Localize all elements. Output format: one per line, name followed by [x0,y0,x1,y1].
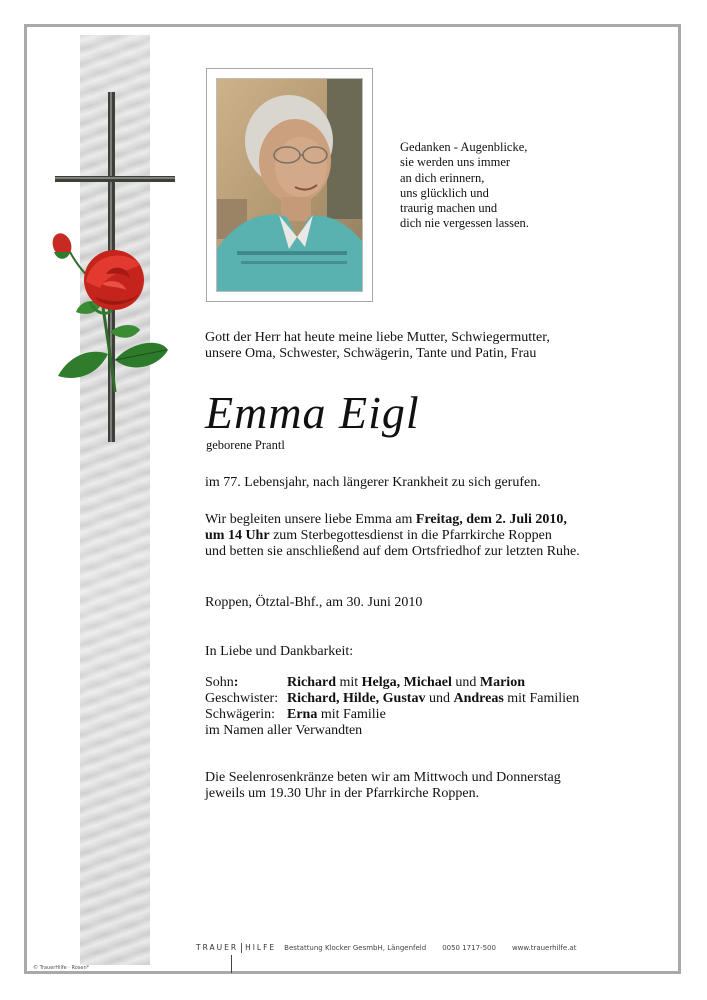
trauerhilfe-logo: TRAUER HILFE [196,943,277,952]
funeral-line-2 [205,528,580,544]
family-names: Erna mit Familie [287,707,386,722]
family-row-siblings [205,691,579,707]
cross-with-rose-icon [40,92,190,452]
portrait-photo [216,78,363,292]
rosary-text [205,770,561,802]
family-names: Richard, Hilde, Gustav und Andreas mit Familien [287,691,580,706]
footer-company: Bestattung Klocker GesmbH, Längenfeld [284,944,427,952]
funeral-text-part: zum Sterbegottesdienst in die Pfarrkirche Roppen [269,528,552,543]
family-others: im Namen aller Verwandten [205,723,363,738]
poem-line: Gedanken - Augenblicke, [400,140,528,154]
logo-divider [231,955,232,973]
poem-line: dich nie vergessen lassen. [400,216,529,231]
funeral-line-3: und betten sie anschließend auf dem Ortsfriedhof zur letzten Ruhe. [205,544,580,559]
funeral-line-1 [205,512,580,528]
family-row-son [205,675,579,691]
poem-line: uns glücklich und [400,185,489,200]
family-label: Schwägerin: [205,707,275,722]
birth-name: geborene Prantl [206,438,285,452]
poem [400,140,529,232]
family-row-sister-in-law [205,707,579,723]
poem-line: an dich erinnern, [400,170,485,185]
poem-line: traurig machen und [400,201,498,216]
family-label: Sohn: [205,675,239,690]
intro-line: Gott der Herr hat heute meine liebe Mutter, Schwiegermutter, [205,330,550,345]
footer-phone: 0050 1717-500 [442,944,496,952]
poem-line: sie werden uns immer [400,155,511,170]
deceased-name: Emma Eigl [205,387,420,438]
age-line: im 77. Lebensjahr, nach längerer Krankheit zu sich gerufen. [205,475,541,490]
funeral-date: Freitag, dem 2. Juli 2010, [415,512,567,527]
copyright-note: © TrauerHilfe · Rosen* [33,965,90,971]
funeral-text [205,512,580,560]
family-table [205,675,579,739]
footer-web: www.trauerhilfe.at [511,944,577,952]
rosary-line: Die Seelenrosenkränze beten wir am Mittwoch und Donnerstag [205,770,561,785]
funeral-time: um 14 Uhr [205,528,270,543]
rosary-line: jeweils um 19.30 Uhr in der Pfarrkirche Roppen. [205,786,480,801]
family-names: Richard mit Helga, Michael und Marion [287,675,525,690]
place-date: Roppen, Ötztal-Bhf., am 30. Juni 2010 [205,595,423,610]
closing-line: In Liebe und Dankbarkeit: [205,644,354,659]
family-row-others [205,723,579,739]
footer [196,943,576,953]
funeral-text-part: Wir begleiten unsere liebe Emma am [205,512,416,527]
intro-text [205,330,550,362]
intro-line: unsere Oma, Schwester, Schwägerin, Tante und Patin, Frau [205,346,537,361]
family-label: Geschwister: [205,691,279,706]
